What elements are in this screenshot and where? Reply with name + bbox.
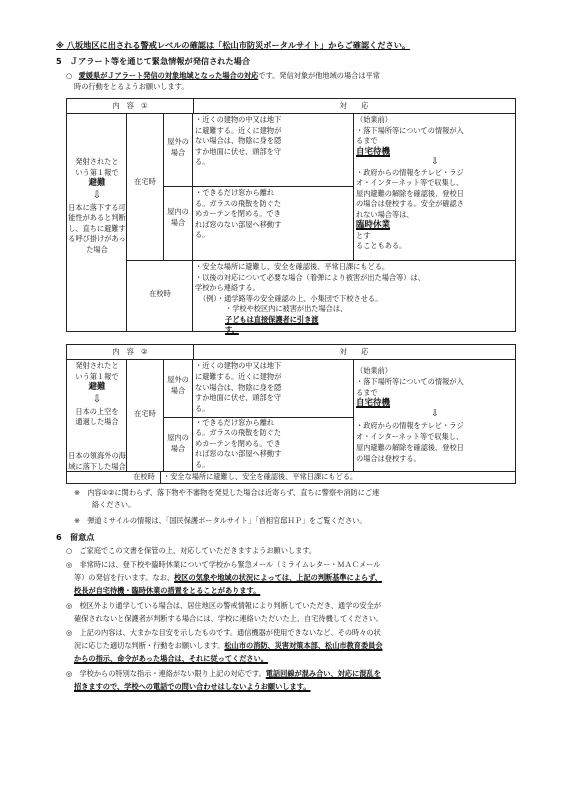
hand-over-to-guardian: 子どもは直接保護者に引き渡: [225, 314, 319, 324]
evacuate-label: 避難: [88, 382, 106, 392]
table1-at-home: 在宅時: [134, 177, 156, 186]
table1-situation: 発射されたと いう第１報で 避難 ⇩ 日本に落下する可 能性があると判断 し、直ちに避難す る呼び掛けがあっ た場合: [68, 157, 126, 254]
table2-at-school: 在校時: [133, 472, 155, 481]
section6-p5-line1: ◎ 学校からの特別な指示・連絡がない限り上記の対応です。電話回線が混み合い、対応に混乱を: [66, 669, 381, 678]
down-arrow-icon: ⇩: [92, 189, 102, 201]
section5-intro-line2: 時の行動をとるようお願いします。: [74, 82, 189, 91]
table2-outdoor: 屋外の 場合: [167, 375, 189, 395]
table2-header-left: 内 容 ②: [112, 347, 148, 356]
evacuate-label: 避難: [88, 178, 106, 188]
section6-p3-line2: 確保されないと保護者が判断する場合には、学校に連絡いただいた上、自宅待機してください。: [74, 614, 384, 623]
section6-p4-line3: からの指示、命令があった場合は、それに従ってください。: [74, 654, 268, 663]
table1-at-school: 在校時: [149, 289, 171, 298]
notice-line: ※ 八坂地区に出される警戒レベルの確認は「松山市防災ポータルサイト」からご確認ください。: [56, 40, 411, 50]
section6-p5-line2: 招きますので、学校への電話での問い合わせはしないようお願いします。: [74, 682, 311, 691]
home-standby-label: 自宅待機: [356, 398, 391, 408]
section6-p2-line2: 等）の発信を行います。なお、校区の気象や地域の状況によっては、上記の判断基準によらず、: [74, 573, 382, 582]
table2-situation: 発射されたと いう第１報で 避難 ⇩ 日本の上空を 通過した場合: [67, 361, 127, 428]
note-1-cont: 絡ください。: [92, 500, 136, 509]
section6-p2-line1: ◎ 非常時には、登下校や臨時休業について学校から緊急メール（ミライムレター・ＭＡＣメール: [66, 560, 381, 569]
table-2: [66, 344, 516, 484]
intro-underlined: 愛媛県がＪアラート発信の対象地域となった場合の対応: [78, 71, 259, 80]
table2-school-text: ・安全な場所に避難し、安全を確認後、平常日課にもどる。: [163, 472, 358, 481]
section6-heading: 6 留意点: [56, 532, 95, 542]
table1-school-text: ・安全な場所に避難し、安全を確認後、平常日課にもどる。 ・以後の対応について必要な場合（着弾により被害が出た場合等）は、 学校から連絡する。 （例）・通学路等の安全確認の上、小集団で下校させる。 ・学校や校区内に被害が出た場合は、 子どもは直接保護者に引き渡 す。: [195, 262, 513, 336]
table1-right-response: （始業前） ・落下場所等についての情報が入 るまで 自宅待機 ⇩ ・政府からの情報をテレビ・ラジ オ・インターネット等で収集し、 屋内避難の解除を確認後、登校日 の場合は登校する。安全が確認さ れない場合等は、 臨時休業 とす ることもある。: [356, 115, 514, 252]
intro-rest: です。発信対象が他地域の場合は平常: [258, 71, 380, 80]
table2-indoor-text: ・できるだけ窓から離れ る。ガラスの飛散を防ぐた めカーテンを閉める。でき れば窓のない部屋へ移動す る。: [195, 418, 282, 469]
section6-p4-line1: ◎ 上記の内容は、大まかな目安を示したものです。通信機器が使用できないなど、その時々の状: [66, 628, 381, 637]
table2-outdoor-text: ・近くの建物の中又は地下 に避難する。近くに建物が ない場合は、物陰に身を隠 すか地面に伏せ、頭部を守 る。: [195, 361, 282, 414]
down-arrow-icon: ⇩: [431, 157, 439, 167]
section6-p3-line1: ◎ 校区外より通学している場合は、居住地区の警戒情報により判断していただき、通学の安全が: [66, 601, 382, 610]
table-1: [66, 98, 516, 332]
intro-bullet: ○: [66, 71, 73, 80]
down-arrow-icon: ⇩: [92, 393, 102, 405]
temporary-closure-label: 臨時休業: [356, 220, 391, 230]
section6-p1: ○ ご家庭でこの文書を保管の上、対応していただきますようお願いします。: [66, 546, 317, 555]
section6-p2-line3: 校長が自宅待機・臨時休業の措置をとることがあります。: [74, 586, 261, 595]
note-2: ※ 弾道ミサイルの情報は、「国民保護ポータルサイト」「首相官邸ＨＰ」をご覧ください。: [74, 516, 367, 525]
table1-indoor-text: ・できるだけ窓から離れ る。ガラスの飛散を防ぐた めカーテンを閉める。でき れば窓のない部屋へ移動す る。: [195, 188, 282, 239]
table2-situation-sea: 日本の領海外の海 域に落下した場合: [68, 451, 126, 471]
note-1: ※ 内容①②に関わらず、落下物や不審物を発見した場合は近寄らず、直ちに警察や消防にご連: [74, 488, 380, 497]
down-arrow-icon: ⇩: [431, 409, 439, 419]
table2-at-home: 在宅時: [134, 409, 156, 418]
home-standby-label: 自宅待機: [356, 146, 391, 157]
table1-indoor: 屋内の 場合: [167, 207, 189, 227]
section5-heading: 5 Ｊアラート等を通じて緊急情報が発信された場合: [56, 56, 251, 66]
table1-header-right: 対 応: [339, 101, 369, 110]
table2-indoor: 屋内の 場合: [167, 433, 189, 453]
table1-header-left: 内 容 ①: [112, 101, 148, 110]
table1-outdoor-text: ・近くの建物の中又は地下 に避難する。近くに建物が ない場合は、物陰に身を隠 すか地面に伏せ、頭部を守 る。: [195, 115, 282, 166]
section6-p4-line2: 況に応じた適切な判断・行動をお願いします。松山市の消防、災害対策本部、松山市教育委員会: [74, 641, 383, 650]
table1-outdoor: 屋外の 場合: [167, 137, 189, 157]
table2-right-response: （始業前） ・落下場所等についての情報が入 るまで 自宅待機 ⇩ ・政府からの情報をテレビ・ラジ オ・インターネット等で収集し、 屋内避難の解除を確認後、登校日 の場合は登校する。: [356, 365, 514, 464]
section5-intro: [66, 71, 380, 82]
table2-header-right: 対 応: [339, 347, 369, 356]
